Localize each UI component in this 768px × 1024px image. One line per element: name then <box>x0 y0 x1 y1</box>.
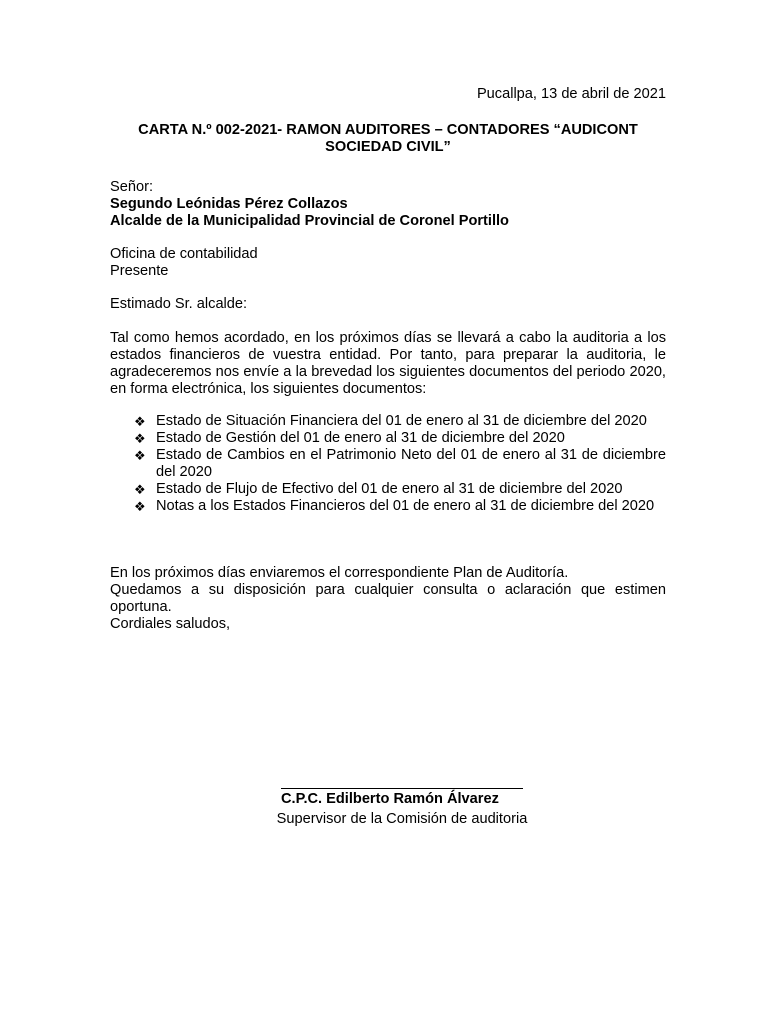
diamond-bullet-icon: ❖ <box>134 431 146 446</box>
diamond-bullet-icon: ❖ <box>134 414 146 429</box>
list-item <box>110 481 666 498</box>
greeting: Estimado Sr. alcalde: <box>110 296 248 312</box>
diamond-bullet-icon: ❖ <box>134 499 146 514</box>
letter-title-line-1: CARTA N.º 002-2021- RAMON AUDITORES – CONTADORES “AUDICONT <box>138 122 638 138</box>
closing-plan-line: En los próximos días enviaremos el correspondiente Plan de Auditoría. <box>110 565 569 581</box>
document-item-text: Estado de Flujo de Efectivo del 01 de enero al 31 de diciembre del 2020 <box>156 481 623 497</box>
letter-page <box>110 0 666 1024</box>
body-paragraph: Tal como hemos acordado, en los próximos días se llevará a cabo la auditoria a los estados financieros de vuestra entidad. Por tanto, para preparar la auditoria, le agradeceremos nos envíe a la brevedad los siguientes documentos del periodo 2020, en forma electrónica, los siguientes documentos: <box>110 330 666 397</box>
document-item-text: Estado de Cambios en el Patrimonio Neto del 01 de enero al 31 de diciembre del 2020 <box>156 447 666 480</box>
document-item-text: Estado de Gestión del 01 de enero al 31 de diciembre del 2020 <box>156 430 565 446</box>
letter-title-line-2: SOCIEDAD CIVIL” <box>325 139 451 155</box>
office-department: Oficina de contabilidad <box>110 246 258 262</box>
list-item <box>110 498 666 515</box>
closing-farewell: Cordiales saludos, <box>110 616 231 632</box>
recipient-name: Segundo Leónidas Pérez Collazos <box>110 196 348 212</box>
salutation-prefix: Señor: <box>110 179 153 195</box>
document-item-text: Notas a los Estados Financieros del 01 de enero al 31 de diciembre del 2020 <box>156 498 655 514</box>
list-item <box>110 413 666 430</box>
documents-list <box>110 413 666 515</box>
signatory-name: C.P.C. Edilberto Ramón Álvarez <box>281 791 499 807</box>
closing-block <box>110 565 666 633</box>
diamond-bullet-icon: ❖ <box>134 482 146 497</box>
signatory-role: Supervisor de la Comisión de auditoria <box>276 811 528 827</box>
diamond-bullet-icon: ❖ <box>134 448 146 463</box>
document-item-text: Estado de Situación Financiera del 01 de enero al 31 de diciembre del 2020 <box>156 413 647 429</box>
office-presente: Presente <box>110 263 169 279</box>
closing-availability: Quedamos a su disposición para cualquier consulta o aclaración que estimen oportuna. <box>110 582 666 615</box>
list-item <box>110 430 666 447</box>
signature-line <box>281 788 523 789</box>
office-block <box>110 246 666 280</box>
date-line: Pucallpa, 13 de abril de 2021 <box>476 86 666 102</box>
recipient-position: Alcalde de la Municipalidad Provincial de Coronel Portillo <box>110 213 509 229</box>
letter-title <box>110 122 666 156</box>
list-item <box>110 447 666 481</box>
recipient-block <box>110 179 666 230</box>
